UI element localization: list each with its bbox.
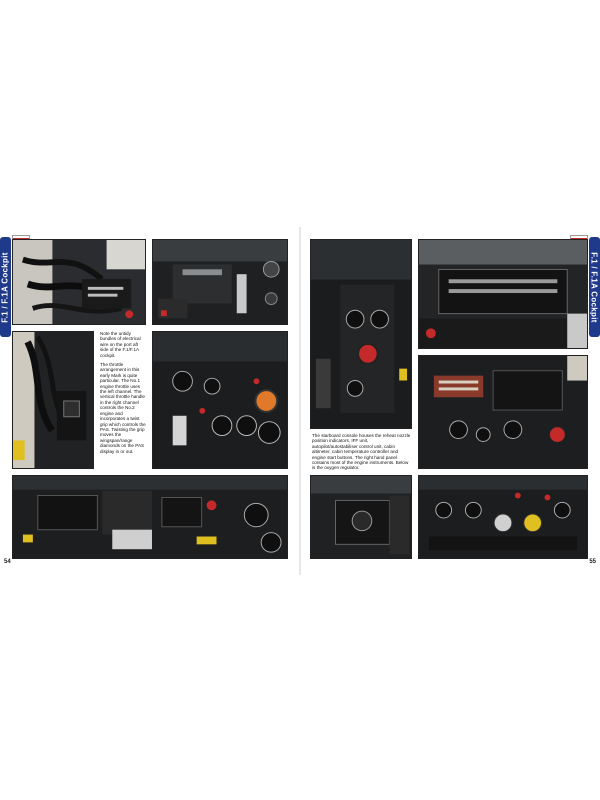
caption-starboard-console: [312, 433, 412, 475]
photo-oxygen-regulator: [310, 475, 412, 559]
left-page: [0, 227, 300, 575]
photo-engine-instruments: [418, 355, 588, 469]
section-title: F.1 / F.1A Cockpit: [1, 251, 11, 323]
photo-upper-right-panel: [418, 239, 588, 349]
section-tab: [0, 237, 11, 337]
magazine-spread: [0, 227, 600, 575]
right-page: [300, 227, 600, 575]
page-number-left: 54: [4, 559, 11, 565]
caption-throttle: The throttle arrangement in this early Mark is quite particular. The No.1 engine throttle uses the left channel. The vertical throttle handle in the right channel controls the No.2 engine and incorporates a twist grip which controls the PAS. Twisting the grip moves the wingspan/range diamonds on the PAS display in or out.: [100, 362, 146, 454]
section-title: F.1 / F.1A Cockpit: [590, 251, 600, 323]
caption-starboard-text: The starboard console houses the reheat nozzle position indicators, IFF unit, autopilot/autostabiliser control unit, cabin altimeter, cabin temperature controller and engine start buttons. The right hand panel contains most of the engine instruments. Below is the oxygen regulator.: [312, 433, 411, 471]
photo-wiring-bundles: [12, 239, 146, 325]
caption-wiring: Note the untidy bundles of electrical wire on the port aft side of the F.1/F.1A cockpit.: [100, 331, 141, 358]
photo-starboard-console: [310, 239, 412, 429]
photo-instrument-panel: [152, 331, 288, 469]
photo-port-console: [12, 331, 94, 469]
photo-right-hand-panel: [418, 475, 588, 559]
photo-lower-console: [12, 475, 288, 559]
caption-column: [100, 331, 147, 458]
photo-throttle-quadrant: [152, 239, 288, 325]
page-number-right: 55: [589, 559, 596, 565]
section-tab: [589, 237, 600, 337]
